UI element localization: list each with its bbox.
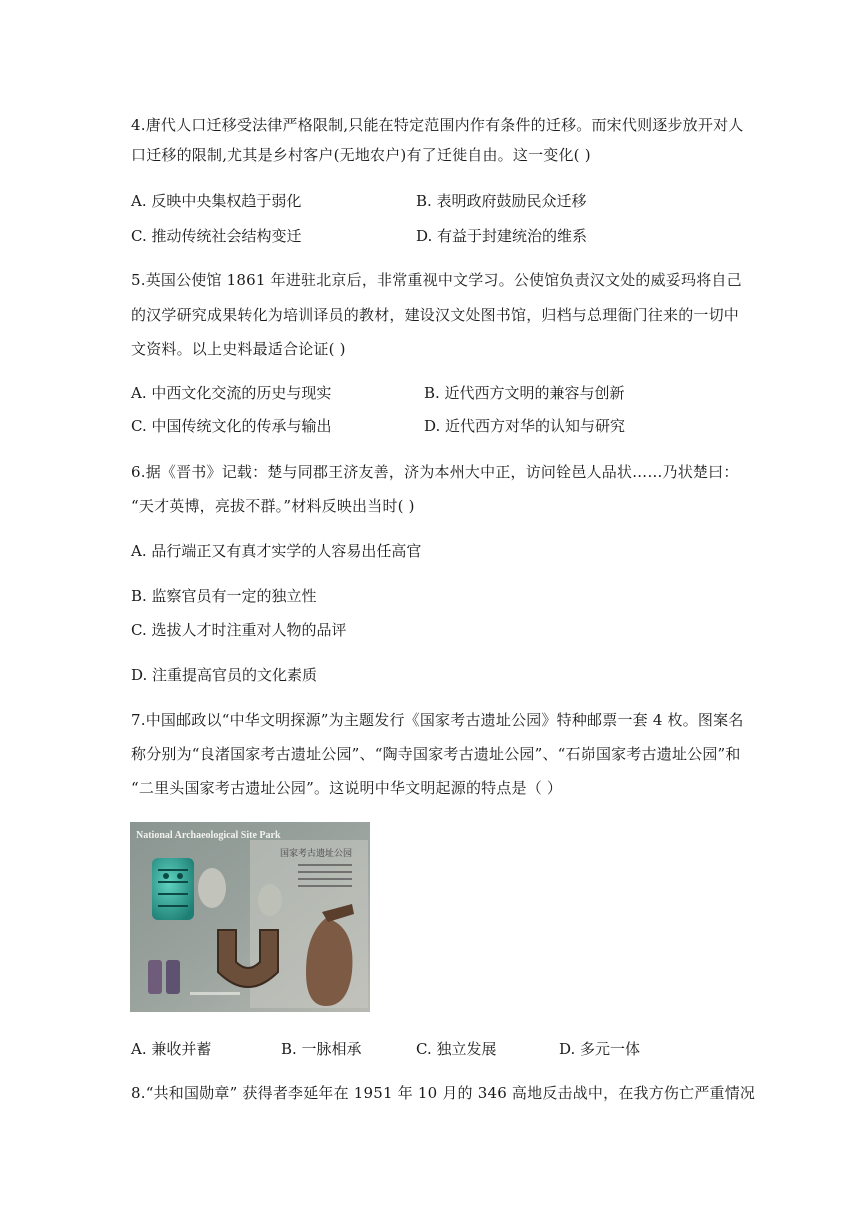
q4-option-b: B. 表明政府鼓励民众迁移 — [416, 192, 587, 210]
q7-option-a: A. 兼收并蓄 — [131, 1040, 212, 1058]
q4-option-d: D. 有益于封建统治的维系 — [416, 227, 588, 245]
q7-option-b: B. 一脉相承 — [281, 1040, 362, 1058]
q7-stem-line-2: 称分别为“良渚国家考古遗址公园”、“陶寺国家考古遗址公园”、“石峁国家考古遗址公园”和 — [131, 745, 741, 763]
q8-stem-line-1: 8.“共和国勋章” 获得者李延年在 1951 年 10 月的 346 高地反击战中，在我方伤亡严重情况 — [131, 1084, 756, 1102]
q5-stem-line-2: 的汉学研究成果转化为培训译员的教材，建设汉文处图书馆，归档与总理衙门往来的一切中 — [131, 306, 740, 324]
jade-artifact-icon — [152, 858, 194, 920]
q5-option-c: C. 中国传统文化的传承与输出 — [131, 417, 332, 435]
q7-stem-line-1: 7.中国邮政以“中华文明探源”为主题发行《国家考古遗址公园》特种邮票一套 4 枚。图案名 — [131, 711, 744, 729]
q7-option-d: D. 多元一体 — [559, 1040, 641, 1058]
q6-option-d: D. 注重提高官员的文化素质 — [131, 666, 318, 684]
q6-option-b: B. 监察官员有一定的独立性 — [131, 587, 317, 605]
q4-option-c: C. 推动传统社会结构变迁 — [131, 227, 302, 245]
q4-stem-line-2: 口迁移的限制,尤其是乡村客户(无地农户)有了迁徙自由。这一变化( ) — [131, 146, 591, 164]
q6-stem-line-2: “天才英博，亮拔不群。”材料反映出当时( ) — [131, 497, 415, 515]
q4-stem-line-1: 4.唐代人口迁移受法律严格限制,只能在特定范围内作有条件的迁移。而宋代则逐步放开对人 — [131, 116, 744, 134]
q5-stem-line-3: 文资料。以上史料最适合论证( ) — [131, 340, 346, 358]
q5-stem-line-1: 5.英国公使馆 1861 年进驻北京后，非常重视中文学习。公使馆负责汉文处的威妥玛将自己 — [131, 271, 742, 289]
q7-stem-line-3: “二里头国家考古遗址公园”。这说明中华文明起源的特点是（ ） — [131, 779, 563, 797]
q5-option-a: A. 中西文化交流的历史与现实 — [131, 384, 332, 402]
stamp-image — [130, 822, 370, 1012]
q5-option-b: B. 近代西方文明的兼容与创新 — [424, 384, 625, 402]
q6-option-c: C. 选拔人才时注重对人物的品评 — [131, 621, 347, 639]
q6-option-a: A. 品行端正又有真才实学的人容易出任高官 — [131, 542, 422, 560]
stamp-image-cn-title: 国家考古遗址公园 — [280, 849, 353, 859]
q6-stem-line-1: 6.据《晋书》记载：楚与同郡王济友善，济为本州大中正，访问铨邑人品状……乃状楚曰： — [131, 463, 739, 481]
q4-option-a: A. 反映中央集权趋于弱化 — [131, 192, 302, 210]
stamp-image-title: National Archaeological Site Park — [136, 830, 281, 841]
q5-option-d: D. 近代西方对华的认知与研究 — [424, 417, 626, 435]
q7-option-c: C. 独立发展 — [416, 1040, 497, 1058]
